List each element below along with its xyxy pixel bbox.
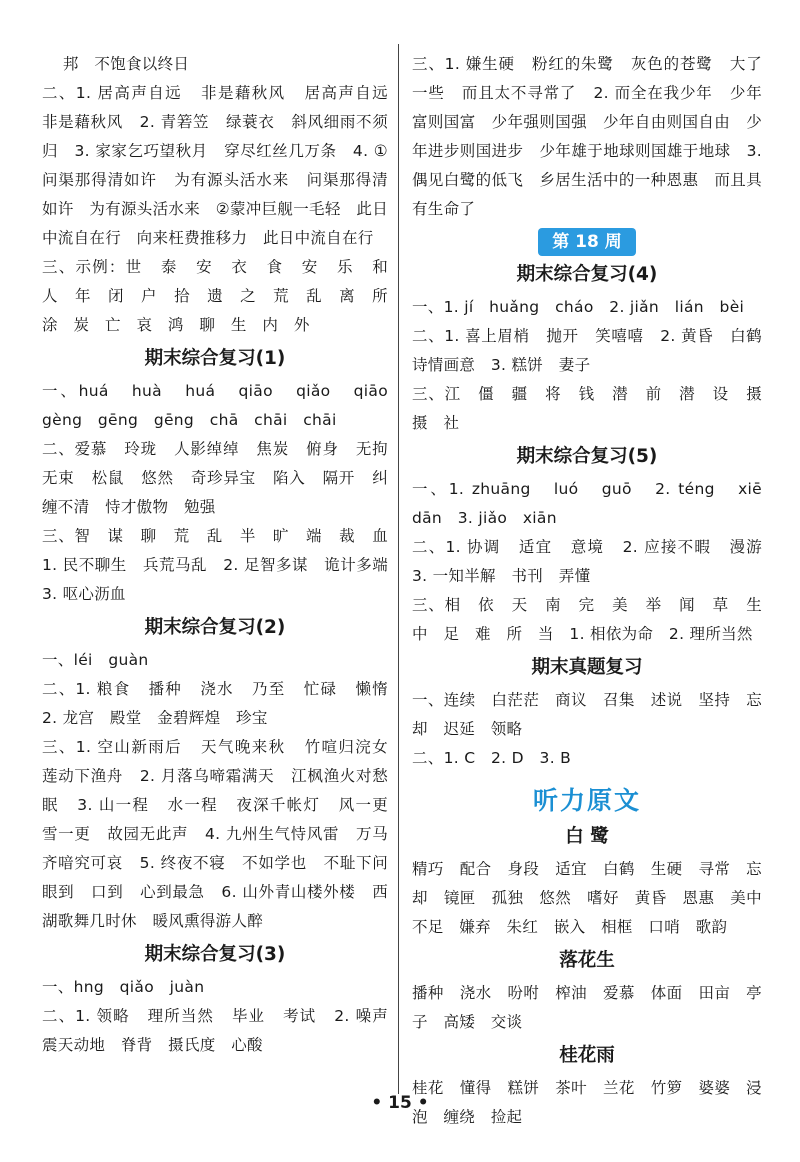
answer-paragraph: 一、1. jí huǎng cháo 2. jiǎn lián bèi bbox=[412, 298, 745, 316]
answer-paragraph: 二、爱慕 玲珑 人影绰绰 焦炭 俯身 无拘无束 松鼠 悠然 奇珍异宝 陷入 隔开 纠缠不清 恃才傲物 勉强 bbox=[42, 440, 388, 516]
answer-paragraph: 二、1. 粮食 播种 浇水 乃至 忙碌 懒惰 2. 龙宫 殿堂 金碧辉煌 珍宝 bbox=[42, 680, 404, 727]
answer-paragraph: 一、hng qiǎo juàn bbox=[42, 978, 205, 996]
section-heading: 落花生 bbox=[559, 950, 615, 971]
week-badge: 第 18 周 bbox=[538, 228, 636, 256]
section-heading: 期末综合复习(5) bbox=[516, 446, 658, 467]
answer-paragraph: 一、léi guàn bbox=[42, 651, 149, 669]
answer-paragraph: 一、连续 白茫茫 商议 召集 述说 坚持 忘却 迟延 领略 bbox=[412, 691, 762, 738]
answer-paragraph: 一、huá huà huá qiāo qiǎo qiāo gèng gēng gēng chā chāi chāi bbox=[42, 382, 404, 429]
answer-paragraph: 二、1. 居高声自远 非是藉秋风 居高声自远 非是藉秋风 2. 青箬笠 绿蓑衣 斜风细雨不须归 3. 家家乞巧望秋月 穿尽红丝几万条 4. ①问渠那得清如许 为有源头活水来 问渠那得清如许 为有源头活水来 ②蒙冲巨舰一毛轻 此日中流自在行 向来枉费推移力 此日中流自在行 bbox=[42, 84, 404, 247]
answer-paragraph: 二、1. 协调 适宜 意境 2. 应接不暇 漫游 3. 一知半解 书刊 弄懂 bbox=[412, 538, 778, 585]
answer-paragraph: 一、1. zhuāng luó guō 2. téng xiē dān 3. jiǎo xiān bbox=[412, 480, 778, 527]
section-heading: 期末综合复习(1) bbox=[144, 348, 286, 369]
section-heading: 期末综合复习(3) bbox=[144, 944, 286, 965]
left-column bbox=[42, 50, 404, 1060]
answer-paragraph: 三、相 依 天 南 完 美 举 闻 草 生 中 足 难 所 当 1. 相依为命 2. 理所当然 bbox=[412, 596, 778, 643]
page-number: • 15 • bbox=[371, 1093, 429, 1113]
week-badge-wrap bbox=[412, 228, 762, 256]
section-heading: 期末综合复习(2) bbox=[144, 617, 286, 638]
right-column bbox=[412, 50, 778, 1132]
answer-paragraph: 二、1. 领略 理所当然 毕业 考试 2. 噪声 震天动地 脊背 摄氏度 心酸 bbox=[42, 1007, 404, 1054]
answer-paragraph: 播种 浇水 吩咐 榨油 爱慕 体面 田亩 亭子 高矮 交谈 bbox=[412, 984, 762, 1031]
answer-paragraph: 三、1. 空山新雨后 天气晚来秋 竹喧归浣女 莲动下渔舟 2. 月落乌啼霜满天 江枫渔火对愁眠 3. 山一程 水一程 夜深千帐灯 风一更 雪一更 故园无此声 4. 九州生气恃风雷 万马齐喑究可哀 5. 终夜不寝 不如学也 不耻下问 眼到 口到 心到最急 6. 山外青山楼外楼 西湖歌舞几时休 暖风熏得游人醉 bbox=[42, 738, 404, 930]
section-heading: 桂花雨 bbox=[559, 1045, 615, 1066]
section-heading: 期末综合复习(4) bbox=[516, 264, 658, 285]
section-heading: 期末真题复习 bbox=[531, 657, 643, 678]
answer-paragraph: 桂花 懂得 糕饼 茶叶 兰花 竹箩 婆婆 浸泡 缠绕 捡起 bbox=[412, 1079, 762, 1126]
answer-paragraph: 二、1. C 2. D 3. B bbox=[412, 749, 572, 767]
answer-paragraph: 三、智 谋 聊 荒 乱 半 旷 端 裁 血 1. 民不聊生 兵荒马乱 2. 足智多谋 诡计多端 3. 呕心沥血 bbox=[42, 527, 404, 603]
answer-paragraph: 三、江 僵 疆 将 钱 潜 前 潜 设 摄 摄 社 bbox=[412, 385, 778, 432]
answer-paragraph: 邦 不饱食以终日 bbox=[42, 55, 190, 73]
section-heading: 白 鹭 bbox=[565, 826, 609, 847]
answer-paragraph: 精巧 配合 身段 适宜 白鹤 生硬 寻常 忘却 镜匣 孤独 悠然 嗜好 黄昏 恩惠 美中不足 嫌弃 朱红 嵌入 相框 口哨 歌韵 bbox=[412, 860, 762, 936]
answer-paragraph: 二、1. 喜上眉梢 抛开 笑嘻嘻 2. 黄昏 白鹤 诗情画意 3. 糕饼 妻子 bbox=[412, 327, 778, 374]
answer-paragraph: 三、1. 嫌生硬 粉红的朱鹭 灰色的苍鹭 大了一些 而且太不寻常了 2. 而全在我少年 少年富则国富 少年强则国强 少年自由则国自由 少年进步则国进步 少年雄于地球则国雄于地球 3. 偶见白鹭的低飞 乡居生活中的一种恩惠 而且具有生命了 bbox=[412, 55, 768, 218]
listening-title: 听力原文 bbox=[532, 786, 641, 815]
answer-paragraph: 三、示例：世 泰 安 衣 食 安 乐 和 人 年 闭 户 拾 遗 之 荒 乱 离 所 涂 炭 亡 哀 鸿 聊 生 内 外 bbox=[42, 258, 404, 334]
